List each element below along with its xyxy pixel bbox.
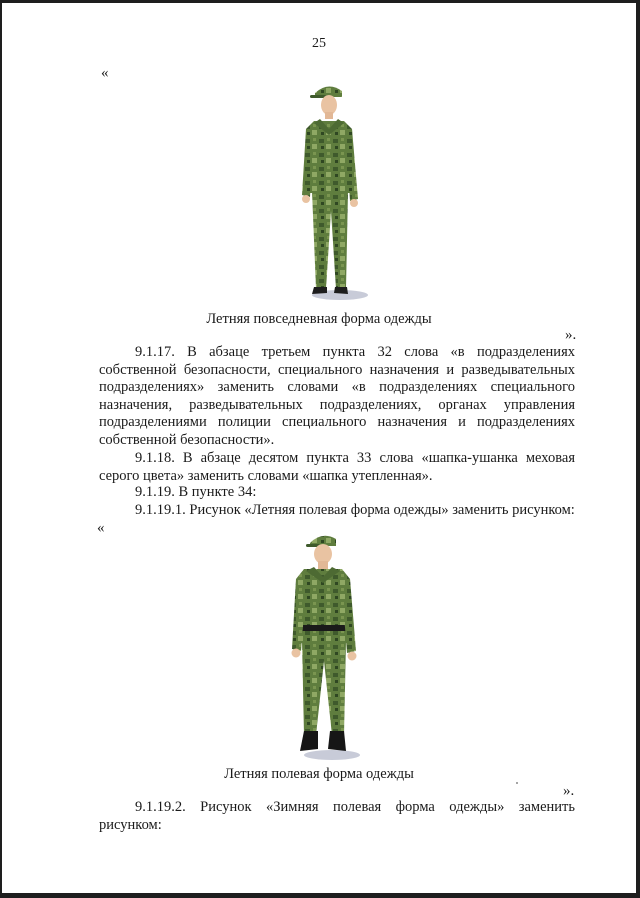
document-page bbox=[2, 3, 636, 893]
paragraph-9-1-17: 9.1.17. В абзаце третьем пункта 32 слова «в подразделениях собственной безопасности, специального назначения и разведывательных подразделениях» заменить словами «в подразделениях специального назначения, разведывательных подразделениях, органах управления подразделениями полиции специального назначения и подразделениях собственной безопасности». bbox=[99, 344, 575, 448]
paragraph-9-1-19-1: 9.1.19.1. Рисунок «Летняя полевая форма одежды» заменить рисунком: bbox=[135, 502, 575, 518]
paragraph-9-1-18: 9.1.18. В абзаце десятом пункта 33 слова «шапка-ушанка меховая серого цвета» заменить словами «шапка утепленная». bbox=[99, 450, 575, 484]
open-quote-2: « bbox=[97, 520, 105, 536]
close-quote-2: ». bbox=[563, 783, 575, 799]
figure2-caption: Летняя полевая форма одежды bbox=[224, 766, 414, 782]
paragraph-9-1-19-2: 9.1.19.2. Рисунок «Зимняя полевая форма одежды» заменить рисунком: bbox=[99, 799, 575, 833]
close-quote-1: ». bbox=[565, 327, 577, 343]
figure1-caption: Летняя повседневная форма одежды bbox=[206, 311, 432, 327]
open-quote-1: « bbox=[101, 65, 109, 81]
page-number: 25 bbox=[312, 36, 326, 51]
paragraph-9-1-19: 9.1.19. В пункте 34: bbox=[135, 484, 257, 500]
female-soldier-summer-everyday-uniform-illustration bbox=[290, 81, 380, 307]
male-soldier-summer-field-uniform-illustration bbox=[290, 531, 370, 765]
scan-speck bbox=[516, 782, 518, 784]
